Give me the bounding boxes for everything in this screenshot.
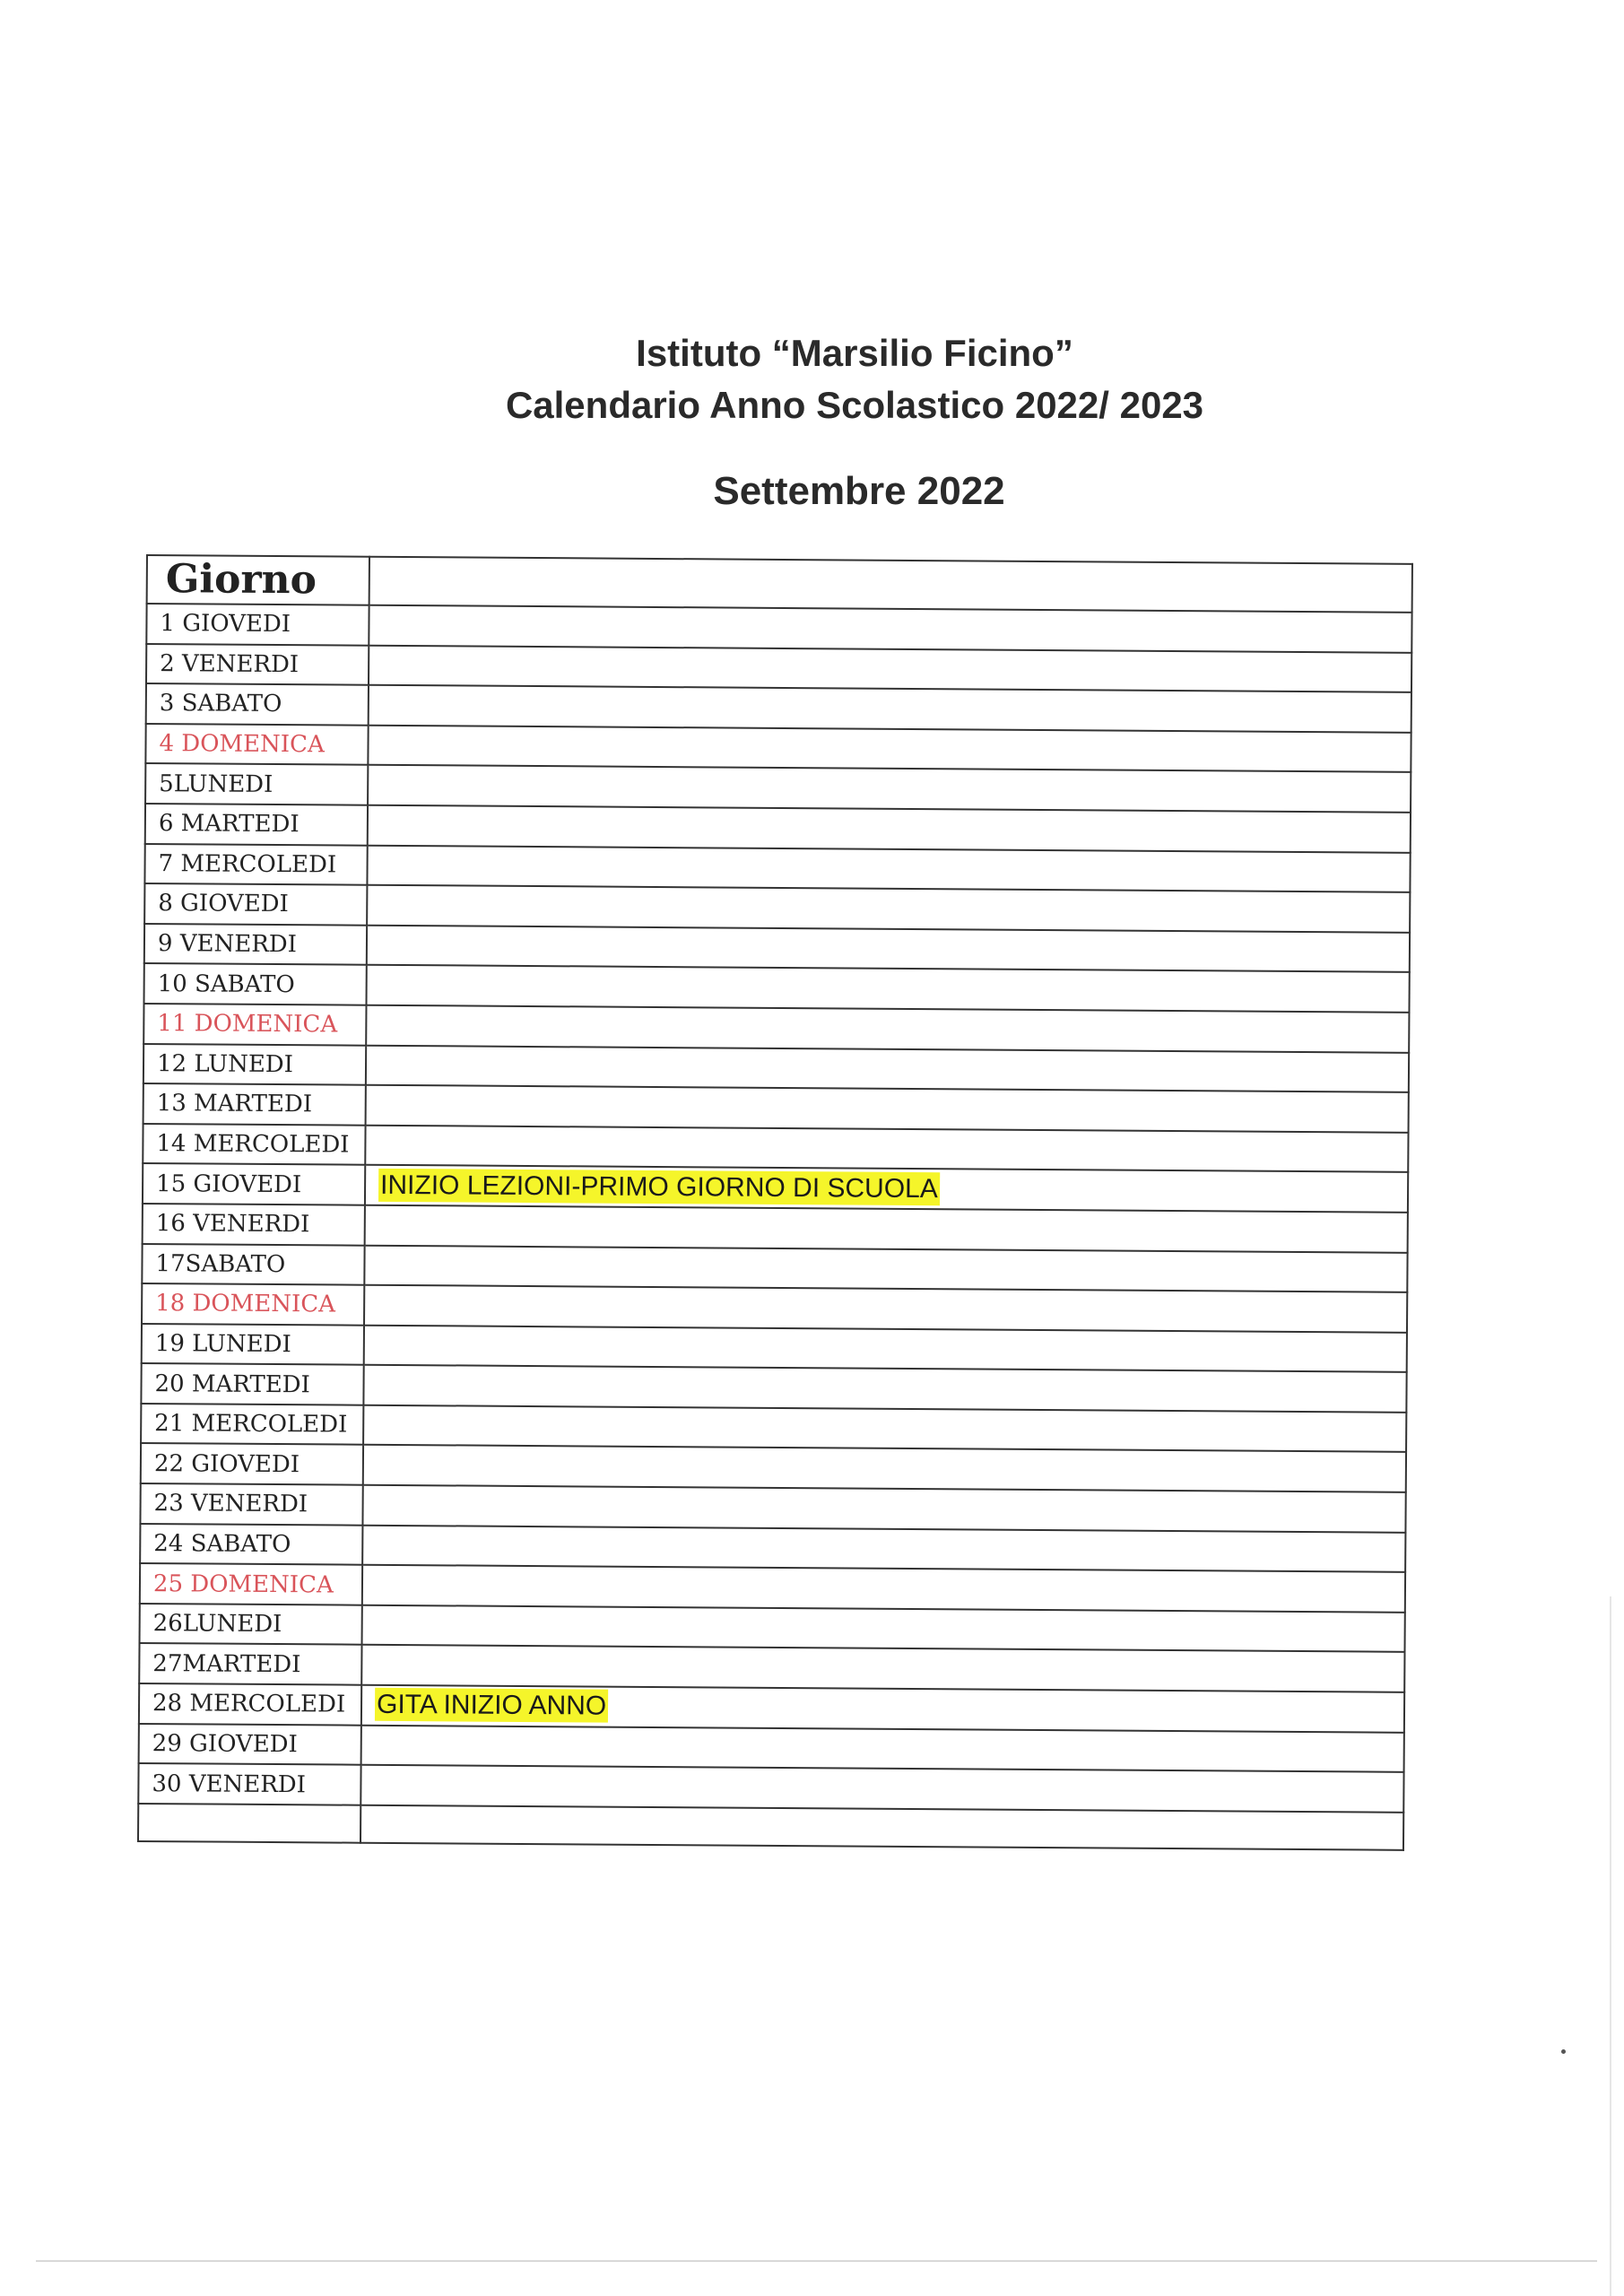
event-cell (367, 925, 1410, 972)
event-cell (365, 1205, 1408, 1253)
day-cell: 17SABATO (142, 1243, 364, 1284)
day-cell: 8 GIOVEDI (144, 883, 367, 925)
event-text: INIZIO LEZIONI-PRIMO GIORNO DI SCUOLA (378, 1168, 940, 1205)
event-cell (369, 645, 1411, 692)
event-cell (361, 1725, 1404, 1772)
calendar-body (138, 604, 1412, 1850)
event-cell (368, 805, 1411, 853)
day-cell: 18 DOMENICA (142, 1283, 364, 1325)
day-cell: 9 VENERDI (144, 924, 367, 965)
event-cell (362, 1525, 1405, 1572)
event-cell (366, 1045, 1409, 1092)
day-cell: 5LUNEDI (145, 763, 368, 804)
event-cell (363, 1445, 1406, 1492)
event-cell (362, 1605, 1405, 1653)
event-cell (369, 685, 1411, 733)
day-cell: 11 DOMENICA (143, 1004, 366, 1045)
event-cell (365, 1125, 1408, 1172)
day-cell: 20 MARTEDI (141, 1363, 363, 1405)
month-heading: Settembre 2022 (713, 469, 1005, 513)
event-cell (364, 1325, 1407, 1372)
page-edge-right (1610, 1596, 1611, 2296)
footer-cell-day (138, 1804, 360, 1843)
event-cell (364, 1245, 1407, 1292)
day-cell: 14 MERCOLEDI (143, 1124, 365, 1165)
day-cell: 21 MERCOLEDI (141, 1404, 363, 1445)
day-cell: 19 LUNEDI (142, 1324, 364, 1365)
day-cell: 13 MARTEDI (143, 1083, 366, 1125)
day-cell: 2 VENERDI (146, 644, 369, 685)
day-cell: 23 VENERDI (140, 1483, 362, 1525)
event-cell (367, 845, 1410, 892)
calendar-table (137, 554, 1413, 1851)
event-cell (366, 965, 1409, 1013)
column-header-events (369, 557, 1412, 613)
calendar-subtitle: Calendario Anno Scolastico 2022/ 2023 (505, 384, 1204, 426)
event-cell (364, 1285, 1407, 1333)
day-cell: 27MARTEDI (139, 1643, 361, 1684)
day-cell: 15 GIOVEDI (143, 1163, 365, 1205)
footer-cell-event (360, 1805, 1403, 1850)
day-cell: 24 SABATO (140, 1524, 362, 1565)
event-cell (368, 765, 1411, 813)
event-cell (362, 1485, 1405, 1533)
day-cell: 12 LUNEDI (143, 1044, 366, 1085)
event-text: GITA INIZIO ANNO (375, 1688, 608, 1723)
day-cell: 30 VENERDI (138, 1763, 360, 1805)
event-cell (367, 885, 1410, 933)
event-cell (361, 1685, 1404, 1733)
column-header-giorno: Giorno (147, 555, 369, 605)
day-cell: 22 GIOVEDI (141, 1443, 363, 1484)
day-cell: 25 DOMENICA (140, 1563, 362, 1605)
event-cell (368, 726, 1411, 773)
page-edge-bottom (36, 2260, 1597, 2262)
day-cell: 6 MARTEDI (145, 804, 368, 845)
day-cell: 28 MERCOLEDI (139, 1683, 361, 1725)
day-cell: 1 GIOVEDI (146, 604, 369, 645)
event-cell (366, 1005, 1409, 1053)
table-footer-row (138, 1804, 1403, 1850)
day-cell: 3 SABATO (146, 683, 369, 725)
document-header (0, 327, 1624, 517)
event-cell (369, 605, 1411, 653)
table-header-row (147, 555, 1412, 613)
event-cell (362, 1565, 1405, 1613)
day-cell: 16 VENERDI (143, 1204, 365, 1245)
event-cell (363, 1405, 1406, 1453)
event-cell (365, 1165, 1408, 1213)
day-cell: 26LUNEDI (140, 1604, 362, 1645)
event-cell (360, 1765, 1403, 1813)
day-cell: 4 DOMENICA (145, 724, 368, 765)
day-cell: 29 GIOVEDI (139, 1724, 361, 1765)
institute-title: Istituto “Marsilio Ficino” (636, 332, 1073, 374)
event-cell (361, 1645, 1404, 1692)
event-cell (363, 1365, 1406, 1413)
day-cell: 10 SABATO (144, 963, 367, 1004)
scan-speck (1561, 2049, 1566, 2054)
event-cell (366, 1085, 1409, 1133)
day-cell: 7 MERCOLEDI (144, 844, 367, 885)
